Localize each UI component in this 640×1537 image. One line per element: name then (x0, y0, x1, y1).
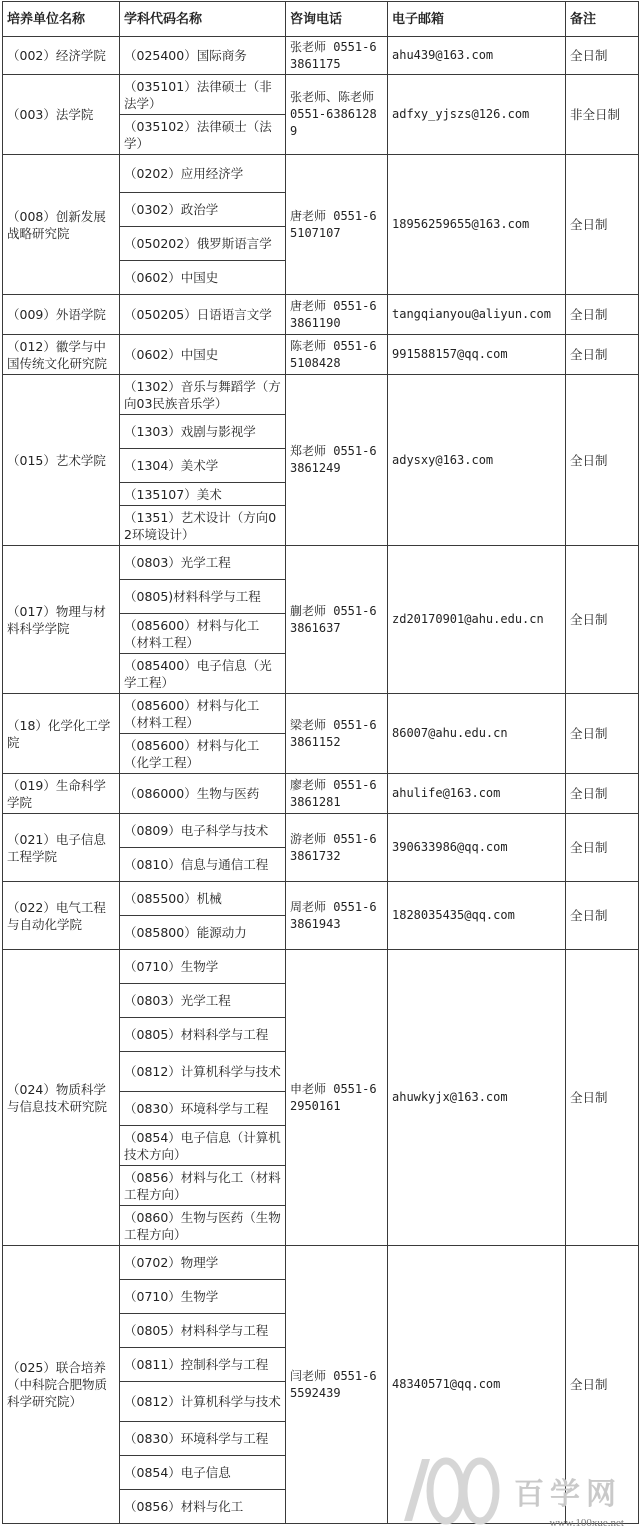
subject-cell: （050205）日语语言文学 (120, 295, 286, 335)
subject-cell: （085800）能源动力 (120, 916, 286, 950)
watermark (384, 1451, 634, 1531)
subject-cell: （0811）控制科学与工程 (120, 1348, 286, 1382)
email-cell: ahulife@163.com (388, 774, 566, 814)
email-cell: 48340571@qq.com (388, 1246, 566, 1524)
unit-cell: （008）创新发展战略研究院 (3, 155, 120, 295)
subject-cell: （0810）信息与通信工程 (120, 848, 286, 882)
email-cell: 390633986@qq.com (388, 814, 566, 882)
subject-cell: （0710）生物学 (120, 950, 286, 984)
watermark-logo-icon (384, 1451, 504, 1531)
table-row (3, 774, 639, 814)
subject-cell: （0805）材料科学与工程 (120, 1018, 286, 1052)
subject-cell: （0830）环境科学与工程 (120, 1422, 286, 1456)
subject-cell: （0803）光学工程 (120, 546, 286, 580)
contact-cell: 张老师、陈老师 0551-63861289 (286, 75, 388, 155)
table-row (3, 546, 639, 580)
subject-cell: （085600）材料与化工（材料工程） (120, 694, 286, 734)
header-note: 备注 (566, 2, 639, 37)
subject-cell: （085600）材料与化工（化学工程） (120, 734, 286, 774)
note-cell: 全日制 (566, 375, 639, 546)
subject-cell: （0602）中国史 (120, 261, 286, 295)
unit-cell: （024）物质科学与信息技术研究院 (3, 950, 120, 1246)
email-cell: 18956259655@163.com (388, 155, 566, 295)
contact-cell: 申老师 0551-62950161 (286, 950, 388, 1246)
admission-contact-table (2, 1, 639, 1524)
note-cell: 全日制 (566, 1246, 639, 1524)
subject-cell: （0710）生物学 (120, 1280, 286, 1314)
subject-cell: （0812）计算机科学与技术 (120, 1382, 286, 1422)
unit-cell: （017）物理与材料科学学院 (3, 546, 120, 694)
subject-cell: （1351）艺术设计（方向02环境设计） (120, 506, 286, 546)
email-cell: adysxy@163.com (388, 375, 566, 546)
contact-cell: 周老师 0551-63861943 (286, 882, 388, 950)
table-row (3, 75, 639, 115)
subject-cell: （085400）电子信息（光学工程） (120, 654, 286, 694)
unit-cell: （021）电子信息工程学院 (3, 814, 120, 882)
email-cell: 1828035435@qq.com (388, 882, 566, 950)
email-cell: ahuwkyjx@163.com (388, 950, 566, 1246)
subject-cell: （050202）俄罗斯语言学 (120, 227, 286, 261)
subject-cell: （0812）计算机科学与技术 (120, 1052, 286, 1092)
contact-cell: 廖老师 0551-63861281 (286, 774, 388, 814)
table-header-row (3, 2, 639, 37)
subject-cell: （1302）音乐与舞蹈学（方向03民族音乐学） (120, 375, 286, 415)
unit-cell: （019）生命科学学院 (3, 774, 120, 814)
note-cell: 全日制 (566, 882, 639, 950)
contact-cell: 张老师 0551-63861175 (286, 37, 388, 75)
subject-cell: （0202）应用经济学 (120, 155, 286, 193)
table-row (3, 375, 639, 415)
email-cell: 86007@ahu.edu.cn (388, 694, 566, 774)
subject-cell: （0805）材料科学与工程 (120, 1314, 286, 1348)
unit-cell: （18）化学化工学院 (3, 694, 120, 774)
subject-cell: （135107）美术 (120, 483, 286, 506)
subject-cell: （035101）法律硕士（非法学） (120, 75, 286, 115)
contact-cell: 蒯老师 0551-63861637 (286, 546, 388, 694)
contact-cell: 梁老师 0551-63861152 (286, 694, 388, 774)
unit-cell: （002）经济学院 (3, 37, 120, 75)
subject-cell: （1304）美术学 (120, 449, 286, 483)
subject-cell: （0860）生物与医药（生物工程方向） (120, 1206, 286, 1246)
note-cell: 全日制 (566, 950, 639, 1246)
note-cell: 非全日制 (566, 75, 639, 155)
note-cell: 全日制 (566, 295, 639, 335)
subject-cell: （0809）电子科学与技术 (120, 814, 286, 848)
email-cell: 991588157@qq.com (388, 335, 566, 375)
subject-cell: （0854）电子信息（计算机技术方向） (120, 1126, 286, 1166)
subject-cell: （025400）国际商务 (120, 37, 286, 75)
contact-cell: 闫老师 0551-65592439 (286, 1246, 388, 1524)
subject-cell: （0856）材料与化工（材料工程方向） (120, 1166, 286, 1206)
header-subject: 学科代码名称 (120, 2, 286, 37)
contact-cell: 唐老师 0551-65107107 (286, 155, 388, 295)
contact-cell: 唐老师 0551-63861190 (286, 295, 388, 335)
note-cell: 全日制 (566, 37, 639, 75)
unit-cell: （025）联合培养（中科院合肥物质科学研究院） (3, 1246, 120, 1524)
subject-cell: （1303）戏剧与影视学 (120, 415, 286, 449)
email-cell: ahu439@163.com (388, 37, 566, 75)
unit-cell: （009）外语学院 (3, 295, 120, 335)
subject-cell: （0854）电子信息 (120, 1456, 286, 1490)
email-cell: zd20170901@ahu.edu.cn (388, 546, 566, 694)
subject-cell: （0602）中国史 (120, 335, 286, 375)
table-row (3, 814, 639, 848)
table-row (3, 694, 639, 734)
unit-cell: （012）徽学与中国传统文化研究院 (3, 335, 120, 375)
email-cell: tangqianyou@aliyun.com (388, 295, 566, 335)
subject-cell: （086000）生物与医药 (120, 774, 286, 814)
table-row (3, 37, 639, 75)
table-row (3, 295, 639, 335)
note-cell: 全日制 (566, 155, 639, 295)
email-cell: adfxy_yjszs@126.com (388, 75, 566, 155)
unit-cell: （003）法学院 (3, 75, 120, 155)
unit-cell: （015）艺术学院 (3, 375, 120, 546)
note-cell: 全日制 (566, 335, 639, 375)
subject-cell: （0856）材料与化工 (120, 1490, 286, 1524)
table-row (3, 335, 639, 375)
table-row (3, 950, 639, 984)
subject-cell: （0302）政治学 (120, 193, 286, 227)
header-email: 电子邮箱 (388, 2, 566, 37)
watermark-url: www.100xue.net (549, 1517, 624, 1529)
subject-cell: （085600）材料与化工（材料工程） (120, 614, 286, 654)
header-phone: 咨询电话 (286, 2, 388, 37)
subject-cell: （0803）光学工程 (120, 984, 286, 1018)
note-cell: 全日制 (566, 694, 639, 774)
subject-cell: （0830）环境科学与工程 (120, 1092, 286, 1126)
header-unit: 培养单位名称 (3, 2, 120, 37)
subject-cell: （0702）物理学 (120, 1246, 286, 1280)
note-cell: 全日制 (566, 774, 639, 814)
table-row (3, 882, 639, 916)
table-row (3, 155, 639, 193)
contact-cell: 游老师 0551-63861732 (286, 814, 388, 882)
note-cell: 全日制 (566, 546, 639, 694)
watermark-brand: 百学网 (514, 1477, 622, 1512)
note-cell: 全日制 (566, 814, 639, 882)
contact-cell: 郑老师 0551-63861249 (286, 375, 388, 546)
subject-cell: （035102）法律硕士（法学） (120, 115, 286, 155)
unit-cell: （022）电气工程与自动化学院 (3, 882, 120, 950)
table-row (3, 1246, 639, 1280)
subject-cell: （085500）机械 (120, 882, 286, 916)
subject-cell: （0805)材料科学与工程 (120, 580, 286, 614)
contact-cell: 陈老师 0551-65108428 (286, 335, 388, 375)
